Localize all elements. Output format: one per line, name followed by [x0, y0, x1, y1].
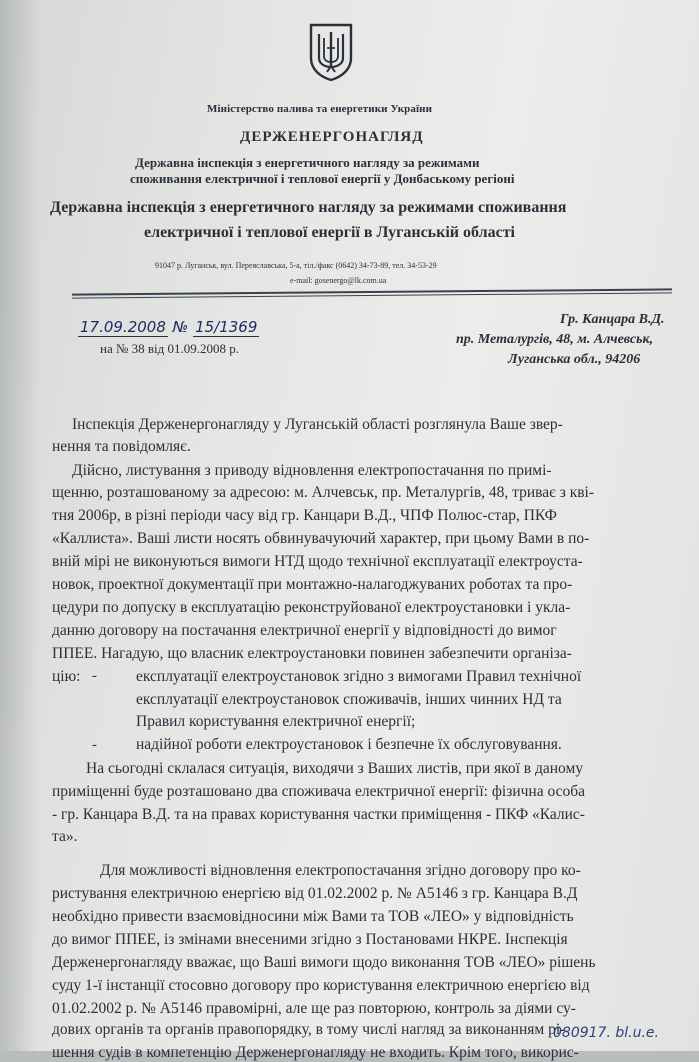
inspection-name-line-1: Державна інспекція з енергетичного нагляду за режимами споживання	[50, 199, 567, 216]
body-line: щенню, розташованому за адресою: м. Алчевськ, пр. Металургів, 48, триває з кві-	[52, 484, 595, 501]
recipient-region: Луганська обл., 94206	[508, 352, 641, 367]
number-sign: №	[172, 318, 189, 336]
body-line: Держенергонагляду вважає, що Ваші вимоги щодо виконання ТОВ «ЛЕО» рішень	[52, 954, 596, 971]
handwritten-note: 080917. bl.u.e.	[553, 1025, 659, 1041]
body-line: Інспекція Держенергонагляду у Луганській області розглянула Ваше звер-	[72, 416, 563, 433]
regional-inspection-line-2: споживання електричної і теплової енергії у Донбаському регіоні	[130, 171, 515, 186]
ministry-name: Міністерство палива та енергетики України	[207, 103, 433, 115]
bullet-marker: -	[92, 668, 97, 684]
list-item-line: Правил користування електричної енергії;	[136, 713, 416, 730]
body-line: нення та повідомляє.	[52, 438, 191, 455]
reply-reference: на № 38 від 01.09.2008 р.	[100, 341, 239, 356]
bullet-marker: -	[92, 737, 97, 753]
body-line: Дійсно, листування з приводу відновлення електропостачання по примі-	[72, 462, 552, 479]
coat-of-arms-icon	[305, 22, 357, 82]
outgoing-number: 15/1369	[195, 318, 258, 336]
body-line: - гр. Канцара В.Д. та на правах користування частки приміщення - ПКФ «Калис-	[52, 806, 585, 823]
body-line: тня 2006р, в різні періоди часу від гр. Канцари В.Д., ЧПФ Полюс-стар, ПКФ	[52, 507, 557, 524]
inspection-name-line-2: електричної і теплової енергії в Луганській області	[144, 224, 515, 241]
body-line: дових органів та органів правопорядку, в тому числі нагляд за виконанням рі-	[52, 1021, 566, 1038]
body-line: данню договору на постачання електричної енергії у відповідності до вимог	[52, 622, 557, 639]
agency-name: ДЕРЖЕНЕРГОНАГЛЯД	[240, 129, 424, 145]
body-line: 01.02.2002 р. № А5146 правомірні, але ще раз повторюю, контроль за діями су-	[52, 1000, 576, 1017]
body-line: приміщенні буде розташовано два споживача електричної енергії: фізична особа	[52, 783, 585, 800]
list-item-line: експлуатації електроустановок згідно з вимогами Правил технічної	[136, 668, 582, 685]
body-line: та».	[52, 828, 78, 845]
body-line: необхідно привести взаємовідносини між Вами та ТОВ «ЛЕО» у відповідність	[52, 908, 574, 925]
outgoing-date: 17.09.2008	[80, 318, 166, 336]
body-line: до вимог ППЕЕ, із змінами внесеними згідно з Постановами НКРЕ. Інспекція	[52, 931, 568, 948]
body-line: цію:	[52, 668, 81, 685]
list-item-line: надійної роботи електроустановок і безпечне їх обслуговування.	[136, 736, 562, 753]
body-line: «Каллиста». Ваші листи носять обвинувачуючий характер, при цьому Вами в по-	[52, 530, 590, 547]
recipient-name: Гр. Канцара В.Д.	[560, 312, 665, 327]
body-line: новок, проектної документації при монтажно-налагоджуваних роботах та про-	[52, 576, 573, 593]
email-address: e-mail: gosenergo@lk.com.ua	[290, 276, 387, 285]
body-line: вній мірі не виконуються вимоги НТД щодо технічної експлуатації електроуста-	[52, 553, 583, 570]
regional-inspection-line-1: Державна інспекція з енергетичного нагляду за режимами	[135, 155, 480, 170]
body-line: ристування електричною енергією від 01.02.2002 р. № А5146 з гр. Канцара В.Д	[52, 885, 578, 902]
body-line: суду 1-ї інстанції стосовно договору про користування електричною енергією від	[52, 977, 590, 994]
postal-address: 91047 р. Луганськ, вул. Переяславська, 5-а, тіл./факс (0642) 34-73-89, тел. 34-53-29	[155, 261, 437, 270]
body-line: Для можливості відновлення електропостачання згідно договору про ко-	[100, 862, 581, 879]
registration-number	[78, 318, 259, 336]
body-line: цедури по допуску в експлуатацію реконструйованої електроустановки і укла-	[52, 599, 571, 616]
list-item-line: експлуатації електроустановок споживачів, інших чинних НД та	[136, 691, 562, 708]
body-line: ППЕЕ. Нагадую, що власник електроустановки повинен забезпечити організа-	[52, 645, 572, 662]
body-line: На сьогодні склалася ситуація, виходячи з Ваших листів, при якої в даному	[86, 760, 584, 777]
page-edge-shadow	[0, 0, 40, 1051]
body-line: шення судів в компетенцію Держенергонагляду не входить. Крім того, викорис-	[52, 1044, 579, 1061]
recipient-street: пр. Металургів, 48, м. Алчевськ,	[456, 332, 654, 347]
